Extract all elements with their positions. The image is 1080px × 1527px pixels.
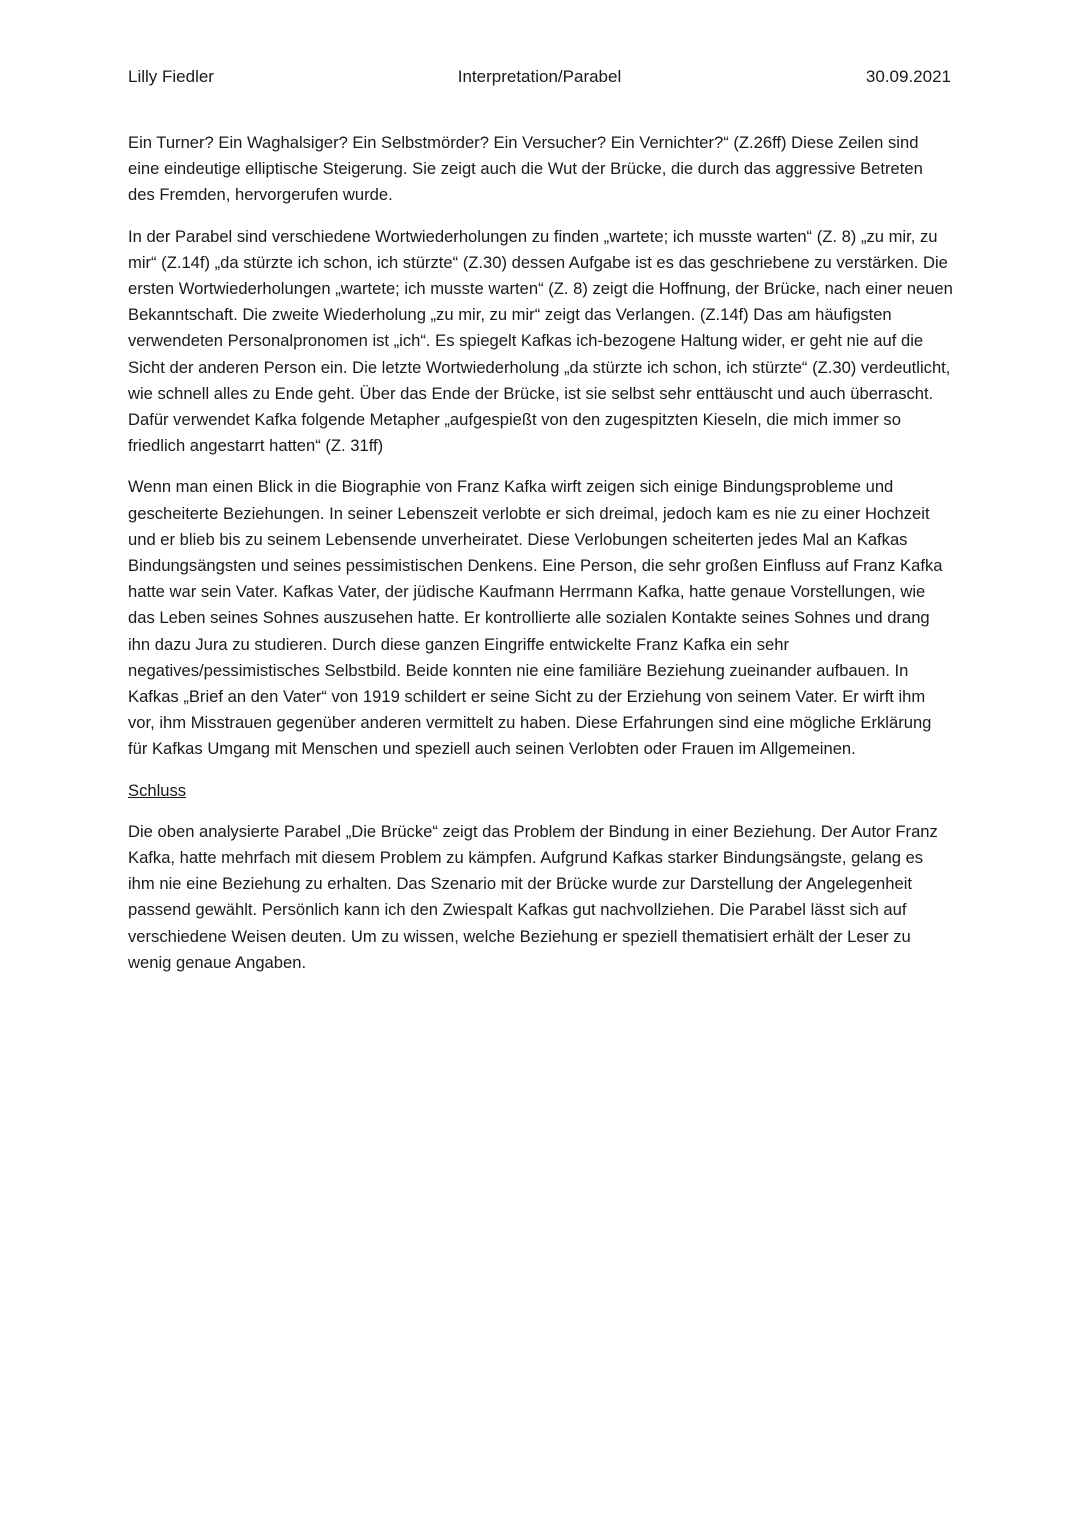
section-heading: Schluss xyxy=(128,780,187,800)
document-body xyxy=(128,130,954,991)
paragraph-ellipse: Ein Turner? Ein Waghalsiger? Ein Selbstmörder? Ein Versucher? Ein Vernichter?“ (Z.26ff) Diese Zeilen sind eine eindeutige elliptische Steigerung. Sie zeigt auch die Wut der Brücke, die durch das aggressive Betreten des Fremden, hervorgerufen wurde. xyxy=(128,133,923,205)
paragraph-biography: Wenn man einen Blick in die Biographie von Franz Kafka wirft zeigen sich einige Bindungsprobleme und gescheiterte Beziehungen. In seiner Lebenszeit verlobte er sich dreimal, jedoch kam es nie zu einer Hochzeit und er blieb bis zu seinem Lebensende unverheiratet. Diese Verlobungen scheiterten jedes Mal an Kafkas Bindungsängsten und seines pessimistischen Denkens. Eine Person, die sehr großen Einfluss auf Franz Kafka hatte war sein Vater. Kafkas Vater, der jüdische Kaufmann Herrmann Kafka, hatte genaue Vorstellungen, wie das Leben seines Sohnes auszusehen hatte. Er kontrollierte alle sozialen Kontakte seines Sohnes und drang ihn dazu Jura zu studieren. Durch diese ganzen Eingriffe entwickelte Franz Kafka ein sehr negatives/pessimistisches Selbstbild. Beide konnten nie eine familiäre Beziehung zueinander aufbauen. In Kafkas „Brief an den Vater“ von 1919 schildert er seine Sicht zu der Erziehung von seinem Vater. Er wirft ihm vor, ihm Misstrauen gegenüber anderen vermittelt zu haben. Diese Erfahrungen sind eine mögliche Erklärung für Kafkas Umgang mit Menschen und speziell auch seinen Verlobten oder Frauen im Allgemeinen. xyxy=(128,477,943,759)
document-title: Interpretation/Parabel xyxy=(457,67,622,86)
author-name: Lilly Fiedler xyxy=(128,67,214,86)
page-header xyxy=(128,66,951,90)
paragraph-conclusion: Die oben analysierte Parabel „Die Brücke“ zeigt das Problem der Bindung in einer Beziehung. Der Autor Franz Kafka, hatte mehrfach mit diesem Problem zu kämpfen. Aufgrund Kafkas starker Bindungsängste, gelang es ihm nie eine Beziehung zu erhalten. Das Szenario mit der Brücke wurde zur Darstellung der Angelegenheit passend gewählt. Persönlich kann ich den Zwiespalt Kafkas gut nachvollziehen. Die Parabel lässt sich auf verschiedene Weisen deuten. Um zu wissen, welche Beziehung er speziell thematisiert erhält der Leser zu wenig genaue Angaben. xyxy=(128,821,938,972)
document-date: 30.09.2021 xyxy=(865,67,951,86)
paragraph-repetitions: In der Parabel sind verschiedene Wortwiederholungen zu finden „wartete; ich musste warten“ (Z. 8) „zu mir, zu mir“ (Z.14f) „da stürzte ich schon, ich stürzte“ (Z.30) dessen Aufgabe ist es das geschriebene zu verstärken. Die ersten Wortwiederholungen „wartete; ich musste warten“ (Z. 8) zeigt die Hoffnung, der Brücke, nach einer neuen Bekanntschaft. Die zweite Wiederholung „zu mir, zu mir“ zeigt das Verlangen. (Z.14f) Das am häufigsten verwendeten Personalpronomen ist „ich“. Es spiegelt Kafkas ich-bezogene Haltung wider, er geht nie auf die Sicht der anderen Person ein. Die letzte Wortwiederholung „da stürzte ich schon, ich stürzte“ (Z.30) verdeutlicht, wie schnell alles zu Ende geht. Über das Ende der Brücke, ist sie selbst sehr enttäuscht und auch überrascht. Dafür verwendet Kafka folgende Metapher „aufgespießt von den zugespitzten Kieseln, die mich immer so friedlich angestarrt hatten“ (Z. 31ff) xyxy=(128,226,953,456)
